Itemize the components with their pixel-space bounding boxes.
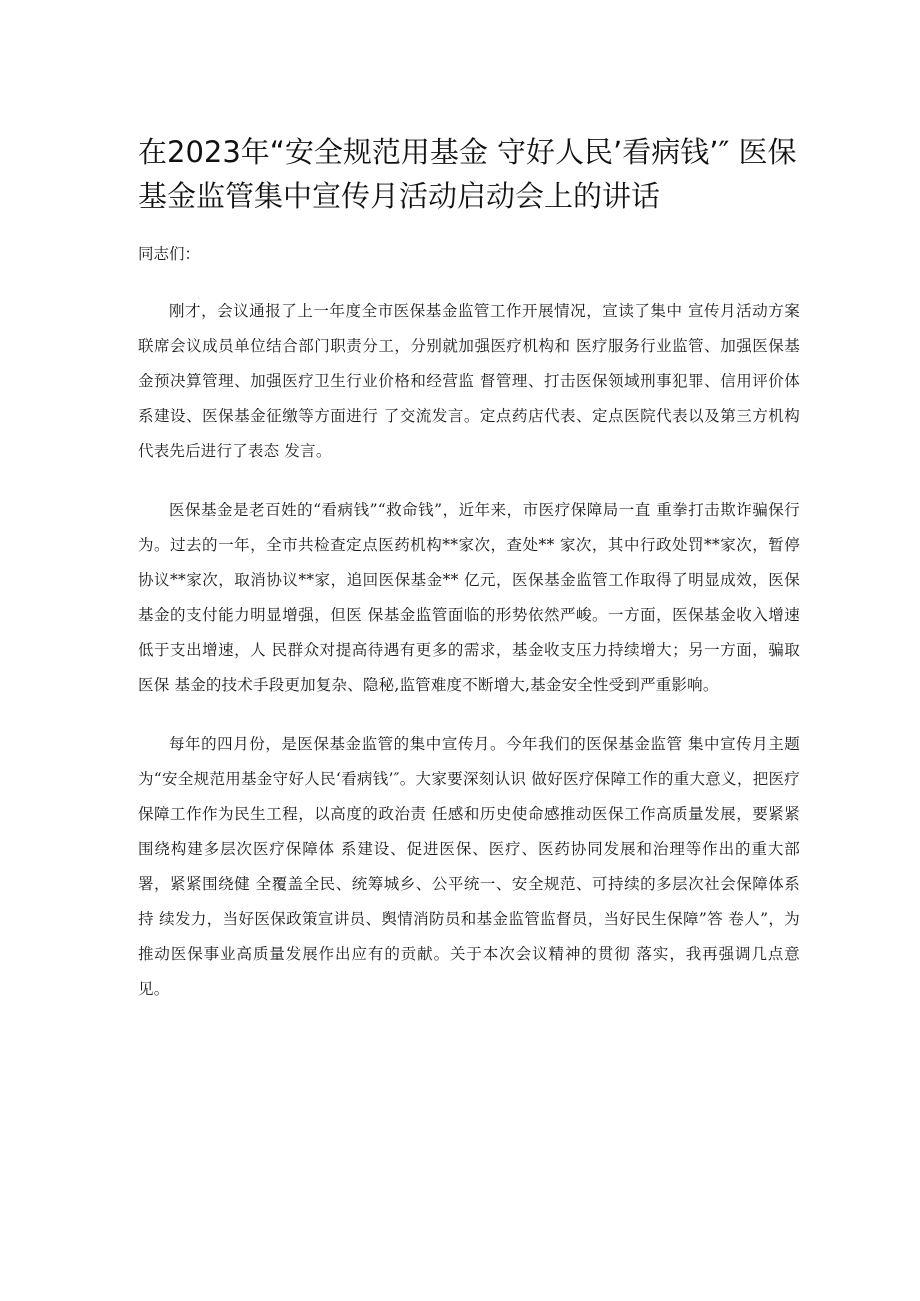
title-line-2: 基金监管集中宣传月活动启动会上的讲话 xyxy=(138,179,661,213)
title-line-1: 在2023年“安全规范用基金 守好人民’看病钱’″ 医保 xyxy=(138,135,797,169)
paragraph-3: 每年的四月份，是医保基金监管的集中宣传月。今年我们的医保基金监管 集中宣传月主题为“安全规范用基金守好人民‘看病钱’″。大家要深刻认识 做好医疗保障工作的重大意义，把医疗保障工作作为民生工程，以高度的政治责 任感和历史使命感推动医保工作高质量发展，要紧紧围绕构建多层次医疗保障体 系建设、促进医保、医疗、医药协同发展和治理等作出的重大部署，紧紧围绕健 全覆盖全民、统筹城乡、公平统一、安全规范、可持续的多层次社会保障体系持 续发力，当好医保政策宣讲员、舆情消防员和基金监管监督员，当好民生保障”答 卷人”，为推动医保事业高质量发展作出应有的贡献。关于本次会议精神的贯彻 落实，我再强调几点意见。 xyxy=(138,735,800,998)
paragraph-2: 医保基金是老百姓的“看病钱”“救命钱”，近年来，市医疗保障局一直 重拳打击欺诈骗保行为。过去的一年，全市共检查定点医药机构**家次，查处** 家次，其中行政处罚**家次，暂停协议**家次，取消协议**家，追回医保基金** 亿元，医保基金监管工作取得了明显成效，医保基金的支付能力明显增强，但医 保基金监管面临的形势依然严峻。一方面，医保基金收入增速低于支出增速，人 民群众对提高待遇有更多的需求，基金收支压力持续增大；另一方面，骗取医保 基金的技术手段更加复杂、隐秘,监管难度不断增大,基金安全性受到严重影响。 xyxy=(138,501,800,694)
paragraph-1: 刚才，会议通报了上一年度全市医保基金监管工作开展情况，宣读了集中 宣传月活动方案 联席会议成员单位结合部门职责分工，分别就加强医疗机构和 医疗服务行业监管、加强医保基金预决算管理、加强医疗卫生行业价格和经营监 督管理、打击医保领域刑事犯罪、信用评价体系建设、医保基金征缴等方面进行 了交流发言。定点药店代表、定点医院代表以及第三方机构代表先后进行了表态 发言。 xyxy=(138,302,800,460)
salutation: 同志们： xyxy=(138,245,201,263)
document-title xyxy=(138,130,800,218)
